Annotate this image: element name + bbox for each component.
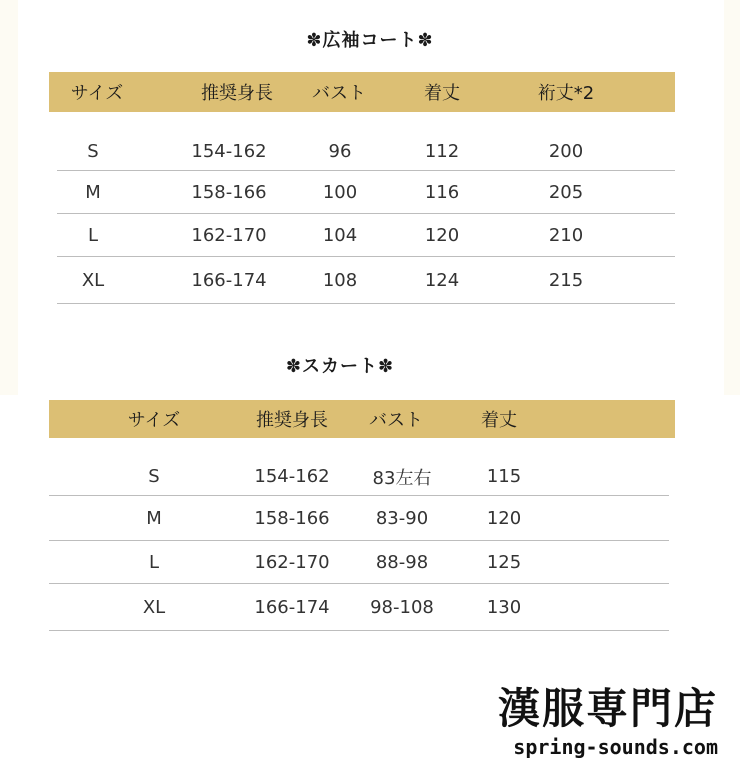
coat-cell-size: XL xyxy=(81,269,105,291)
table-row xyxy=(57,132,675,171)
coat-cell-length: 124 xyxy=(424,269,460,291)
table-row xyxy=(49,496,669,541)
skirt-header-length: 着丈 xyxy=(481,410,517,431)
logo-website: spring-sounds.com xyxy=(513,735,718,759)
skirt-header-size: サイズ xyxy=(127,410,181,431)
coat-cell-sleeve: 205 xyxy=(548,181,584,203)
skirt-cell-length: 130 xyxy=(486,596,522,618)
skirt-cell-bust: 98-108 xyxy=(370,596,434,618)
shop-logo xyxy=(498,684,718,760)
coat-cell-bust: 100 xyxy=(322,181,358,203)
table-row xyxy=(49,541,669,584)
table-row xyxy=(49,584,669,631)
coat-header-length: 着丈 xyxy=(424,83,460,104)
table-row xyxy=(57,214,675,257)
skirt-cell-size: L xyxy=(148,551,160,573)
coat-cell-bust: 108 xyxy=(322,269,358,291)
skirt-cell-length: 125 xyxy=(486,551,522,573)
skirt-cell-height: 154-162 xyxy=(254,466,330,487)
table-row xyxy=(49,458,669,496)
table-row xyxy=(57,257,675,304)
coat-header-sleeve: 裄丈*2 xyxy=(537,83,595,104)
coat-table-header xyxy=(49,72,675,112)
skirt-cell-height: 158-166 xyxy=(254,507,330,529)
skirt-cell-size: M xyxy=(146,507,162,529)
coat-header-size: サイズ xyxy=(70,83,124,104)
coat-cell-size: S xyxy=(87,140,99,162)
coat-cell-height: 154-162 xyxy=(191,140,267,162)
coat-cell-length: 116 xyxy=(424,181,460,203)
coat-cell-length: 112 xyxy=(424,140,460,162)
skirt-cell-bust: 83-90 xyxy=(375,507,429,529)
coat-cell-height: 162-170 xyxy=(191,224,267,246)
skirt-cell-size: XL xyxy=(142,596,166,618)
coat-cell-sleeve: 200 xyxy=(548,140,584,162)
skirt-cell-length: 120 xyxy=(486,507,522,529)
coat-cell-height: 166-174 xyxy=(191,269,267,291)
skirt-size-table xyxy=(49,400,675,631)
skirt-cell-length: 115 xyxy=(486,466,522,487)
skirt-cell-height: 166-174 xyxy=(254,596,330,618)
table-row xyxy=(57,171,675,214)
skirt-cell-size: S xyxy=(148,466,160,487)
coat-size-table xyxy=(49,72,675,304)
skirt-cell-bust: 83左右 xyxy=(372,467,432,489)
coat-cell-size: M xyxy=(85,181,101,203)
coat-header-height: 推奨身長 xyxy=(201,83,273,104)
coat-cell-height: 158-166 xyxy=(191,181,267,203)
coat-cell-bust: 96 xyxy=(328,140,352,162)
coat-header-bust: バスト xyxy=(312,83,366,104)
coat-cell-length: 120 xyxy=(424,224,460,246)
skirt-section-title: ✽スカート✽ xyxy=(285,356,395,377)
coat-section-title: ✽広袖コート✽ xyxy=(306,30,434,51)
skirt-header-bust: バスト xyxy=(369,410,423,431)
skirt-table-header xyxy=(49,400,675,438)
coat-cell-sleeve: 215 xyxy=(548,269,584,291)
skirt-cell-bust: 88-98 xyxy=(375,551,429,573)
skirt-header-height: 推奨身長 xyxy=(256,410,328,431)
coat-cell-sleeve: 210 xyxy=(548,224,584,246)
logo-shop-name: 漢服専門店 xyxy=(497,684,718,733)
coat-cell-size: L xyxy=(87,224,99,246)
skirt-cell-height: 162-170 xyxy=(254,551,330,573)
coat-cell-bust: 104 xyxy=(322,224,358,246)
